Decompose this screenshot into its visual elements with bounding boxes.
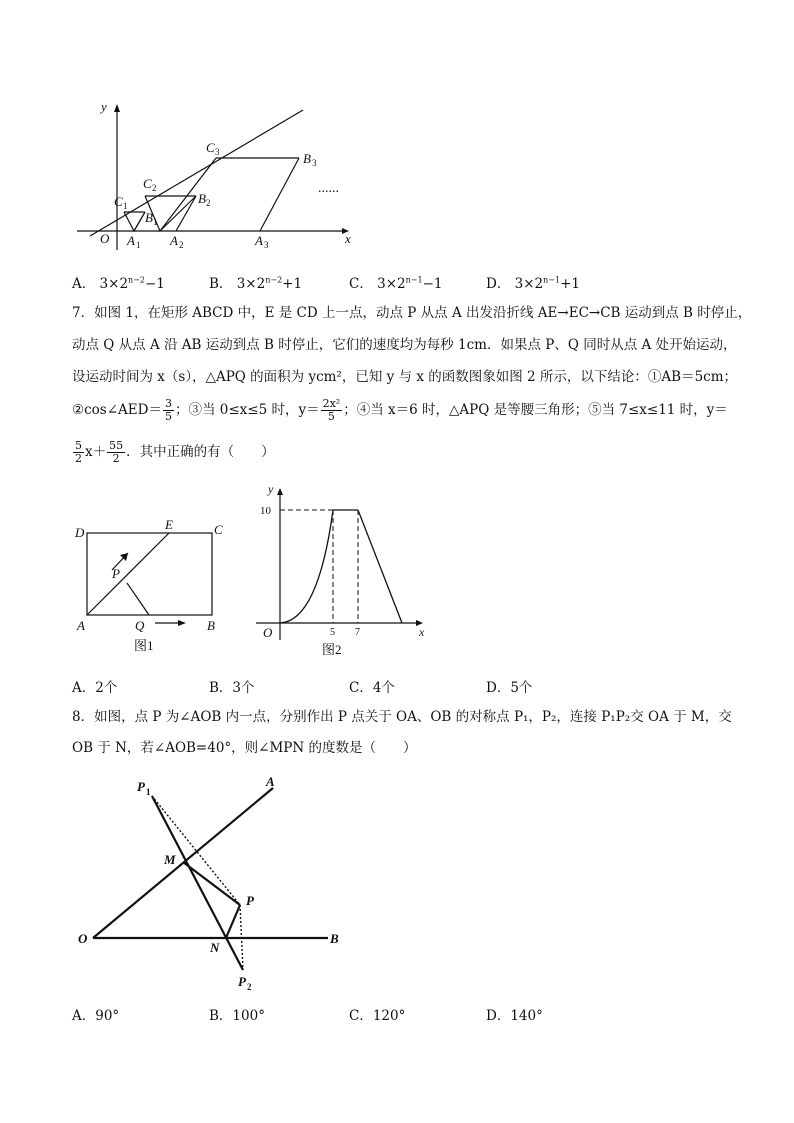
svg-text:y: y — [268, 482, 274, 496]
q7-option-d[interactable]: D．5个 — [486, 680, 533, 696]
svg-text:2: 2 — [152, 183, 157, 193]
q8-option-b[interactable]: B．100° — [209, 1008, 265, 1024]
svg-text:图2: 图2 — [322, 642, 342, 657]
y-axis-label: y — [101, 99, 107, 114]
svg-text:2: 2 — [247, 982, 252, 992]
q8-figure — [75, 770, 355, 995]
svg-text:3: 3 — [312, 158, 317, 168]
svg-text:B: B — [145, 210, 153, 225]
svg-text:Q: Q — [135, 618, 145, 633]
svg-text:1: 1 — [153, 217, 158, 227]
svg-text:A: A — [77, 618, 85, 633]
svg-text:2: 2 — [206, 198, 211, 208]
svg-text:5: 5 — [330, 627, 335, 638]
svg-text:C: C — [206, 140, 215, 155]
svg-text:E: E — [165, 517, 173, 532]
q8-line-2: OB 于 N，若∠AOB=40°，则∠MPN 的度数是（ ） — [72, 740, 417, 756]
svg-text:D: D — [75, 525, 85, 540]
svg-text:C: C — [214, 522, 223, 537]
svg-text:2: 2 — [179, 240, 184, 250]
svg-text:A: A — [266, 774, 275, 789]
svg-text:B: B — [330, 931, 339, 946]
svg-text:图1: 图1 — [134, 638, 154, 653]
origin-label: O — [100, 231, 110, 246]
svg-text:P: P — [137, 779, 145, 794]
svg-text:C: C — [143, 176, 152, 191]
q8-option-c[interactable]: C．120° — [349, 1008, 406, 1024]
svg-text:A: A — [255, 233, 263, 248]
svg-text:O: O — [78, 931, 88, 946]
q7-line-5: $\frac{5}{2}$ x＋ $\frac{55}{2}$ ．其中正确的有（ ） — [75, 439, 275, 465]
svg-text:N: N — [210, 940, 220, 955]
svg-text:x: x — [419, 625, 425, 639]
svg-text:B: B — [198, 191, 206, 206]
x-axis-label: x — [345, 231, 351, 246]
svg-text:B: B — [303, 151, 311, 166]
svg-text:P: P — [246, 893, 254, 908]
q8-option-a[interactable]: A．90° — [72, 1008, 120, 1024]
svg-text:M: M — [164, 852, 176, 867]
q6-figure — [70, 90, 370, 255]
q7-option-b[interactable]: B．3个 — [209, 680, 255, 696]
svg-text:A: A — [127, 233, 135, 248]
q7-line-1: 7．如图 1，在矩形 ABCD 中，E 是 CD 上一点，动点 P 从点 A 出发沿折线 AE→EC→CB 运动到点 B 时停止， — [72, 305, 752, 321]
q7-figure-2 — [250, 478, 430, 660]
svg-text:P: P — [238, 974, 246, 989]
svg-text:1: 1 — [136, 240, 141, 250]
svg-text:3: 3 — [264, 240, 269, 250]
q7-figure-1 — [70, 510, 235, 660]
q6-option-b[interactable]: B． $3\times 2^{n-2}+1$ — [209, 275, 303, 292]
q7-line-2: 动点 Q 从点 A 沿 AB 运动到点 B 时停止，它们的速度均为每秒 1cm．如果点 P、Q 同时从点 A 处开始运动， — [72, 337, 737, 353]
svg-text:A: A — [170, 233, 178, 248]
q7-line-3: 设运动时间为 x（s），△APQ 的面积为 ycm²，已知 y 与 x 的函数图象如图 2 所示，以下结论：①AB＝5cm； — [72, 369, 738, 385]
oblique-line — [90, 110, 303, 236]
svg-text:B: B — [207, 618, 215, 633]
svg-text:10: 10 — [260, 505, 271, 517]
q7-option-a[interactable]: A．2个 — [72, 680, 118, 696]
q7-option-c[interactable]: C．4个 — [349, 680, 395, 696]
q7-line-4: ②cos∠AED＝ $\frac{3}{5}$ ；③当 0≤x≤5 时，y＝ $\frac{\text{2x²}}{5}$ ；④当 x＝6 时，△APQ 是等腰三角形；⑤当 7≤x≤11 时，y＝ — [72, 397, 728, 423]
q6-option-a[interactable]: A． $3\times 2^{n-2}-1$ — [72, 275, 165, 292]
svg-text:1: 1 — [123, 201, 128, 211]
q8-option-d[interactable]: D．140° — [486, 1008, 543, 1024]
svg-text:P: P — [112, 566, 120, 581]
svg-text:O: O — [263, 625, 273, 640]
svg-text:3: 3 — [215, 147, 220, 157]
ellipsis: ...... — [318, 181, 339, 196]
q6-option-c[interactable]: C． $3\times 2^{n-1}-1$ — [349, 275, 443, 292]
svg-text:C: C — [114, 194, 123, 209]
svg-text:1: 1 — [146, 787, 151, 797]
q6-option-d[interactable]: D． $3\times 2^{n-1}+1$ — [486, 275, 580, 292]
q8-line-1: 8．如图，点 P 为∠AOB 内一点，分别作出 P 点关于 OA、OB 的对称点 P₁，P₂，连接 P₁P₂交 OA 于 M，交 — [72, 709, 732, 725]
svg-text:7: 7 — [355, 627, 360, 638]
